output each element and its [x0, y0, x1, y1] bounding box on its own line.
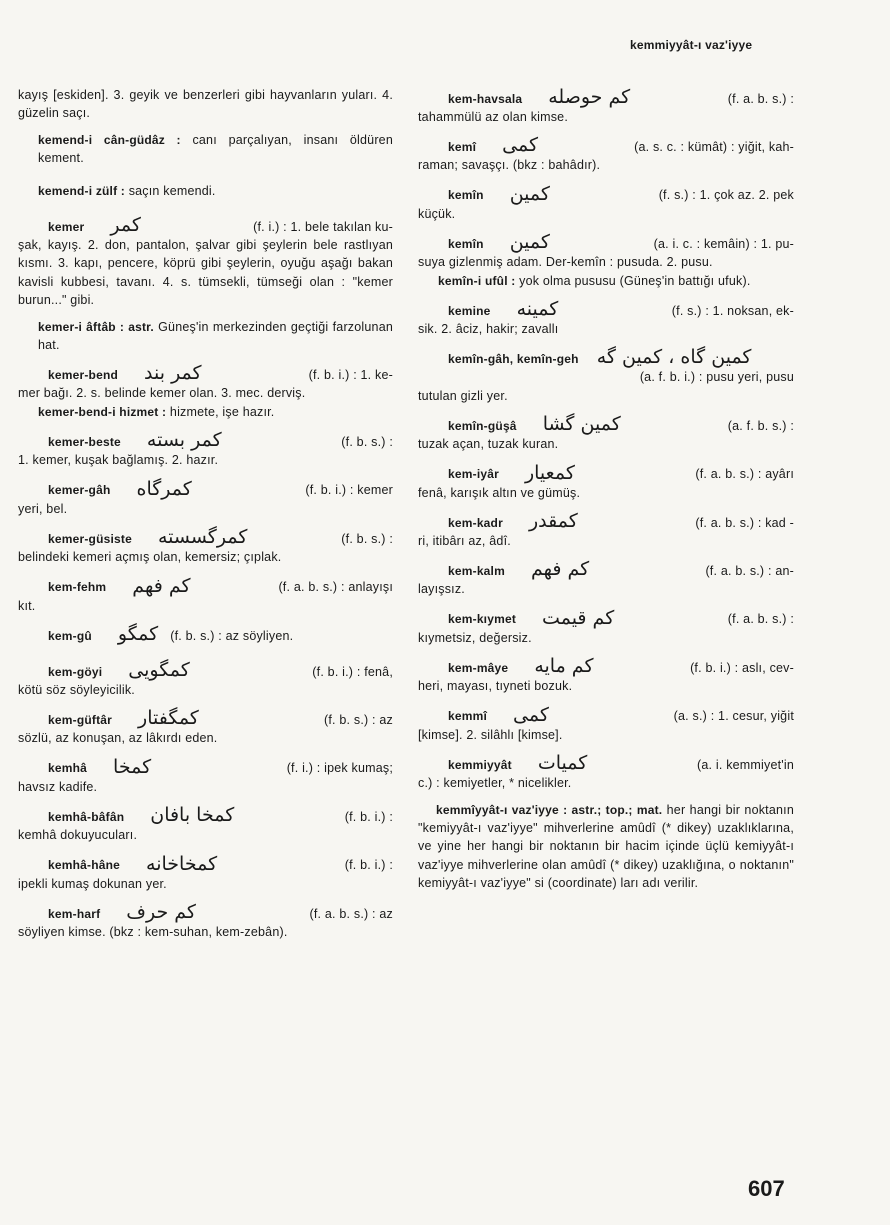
entry-kemend-i-can-gudaz	[18, 131, 393, 168]
definition: mer bağı. 2. s. belinde kemer olan. 3. mec. derviş.	[18, 386, 306, 401]
headword: kemine	[448, 303, 491, 318]
definition: küçük.	[418, 206, 456, 221]
definition: layışsız.	[418, 582, 465, 597]
entry-kem-kiymet	[418, 607, 794, 647]
headword: kemer	[48, 219, 85, 234]
definition: havsız kadife.	[18, 779, 98, 794]
arabic-script: كمر بند	[144, 362, 202, 385]
etymology: (f. i.) : ipek kumaş;	[286, 761, 393, 776]
etymology: (f. b. i.) : kemer	[305, 483, 393, 498]
definition: kötü söz söyleyicilik.	[18, 682, 135, 697]
arabic-script: كمقدر	[528, 510, 578, 533]
etymology: (f. a. b. s.) : anlayışı	[278, 580, 393, 595]
definition: canı parçalıyan, insanı öldüren kement.	[38, 132, 393, 166]
entry-kemmiyyat-i-vaziyye	[418, 801, 794, 893]
headword: kemer-güsiste	[48, 531, 132, 546]
etymology: (f. b. i.) : aslı, cev-	[690, 660, 794, 675]
entry-kemine	[418, 298, 794, 338]
entry-kem-maye	[418, 655, 794, 695]
entry-kemer-bend	[18, 362, 393, 402]
headword: kemend-i zülf :	[38, 183, 126, 198]
etymology: (f. b. i.) : fenâ,	[312, 664, 393, 679]
entry-kem-fehm	[18, 575, 393, 615]
etymology: (f. b. i.) :	[344, 858, 393, 873]
definition: kıymetsiz, değersiz.	[418, 630, 532, 645]
headword: kemer-bend	[48, 368, 119, 383]
definition: şak, kayış. 2. don, pantalon, şalvar gibi şeylerin bele rastlıyan kısmı. 3. kapı, pencere, köprü gibi şeylerin, oyuğu aşağı bakan kavisli kubbesi, tavanı. 4. s. tümsekli, tümseği olan : "kemer burun..." gibi.	[18, 238, 393, 308]
etymology: (f. b. s.) :	[341, 531, 393, 546]
entry-kemin-2	[418, 231, 794, 271]
entry-kem-kadr	[418, 510, 794, 550]
page-number: 607	[748, 1176, 785, 1201]
arabic-script: كمخا	[113, 755, 152, 778]
headword: kemmîyyât-ı vaz'iyye : astr.; top.; mat.	[436, 802, 663, 817]
entry-kemin-i-ufül	[418, 272, 794, 290]
arabic-script: كمعيار	[524, 461, 575, 484]
definition: ipekli kumaş dokunan yer.	[18, 876, 167, 891]
headword: kemer-gâh	[48, 483, 111, 498]
arabic-script: كمرگسسته	[157, 526, 248, 549]
arabic-script: كمين گاه ، كمين گه	[596, 346, 752, 369]
definition: tahammülü az olan kimse.	[418, 110, 569, 124]
definition: saçın kemendi.	[128, 183, 216, 198]
entry-kemmiyyat	[418, 752, 794, 792]
definition: heri, mayası, tıyneti bozuk.	[418, 679, 573, 694]
definition: raman; savaşçı. (bkz : bahâdır).	[418, 158, 601, 173]
definition: belindeki kemeri açmış olan, kemersiz; çıplak.	[18, 550, 282, 565]
entry-kem-kalm	[418, 558, 794, 598]
definition: fenâ, karışık altın ve gümüş.	[418, 485, 581, 500]
headword: kemîn	[448, 188, 484, 203]
etymology: (f. a. b. s.) : az	[309, 906, 393, 921]
definition: tutulan gizli yer.	[418, 388, 508, 403]
definition: yok olma pususu (Güneş'in battığı ufuk).	[519, 273, 751, 288]
arabic-script: كم قيمت	[542, 606, 615, 629]
arabic-script: كميات	[537, 752, 588, 775]
headword: kem-kıymet	[448, 612, 517, 627]
etymology: (a. s.) : 1. cesur, yiğit	[673, 709, 794, 724]
definition: her hangi bir noktanın "kemiyyât-ı vaz'iyye" mihverlerine amûdî (* dikey) uzaklıklarına, ve yine her hangi bir noktanın bir hacim içinde üçlü kemiyyât-ı vaz'iyye mihverlerine olan amûdî (* dikey) uzaklığına, o noktanın" kemiyyât-ı vaz'iyye" si (coordinate) ları adı verilir.	[418, 802, 794, 891]
arabic-script: كمر	[110, 214, 141, 237]
entry-kemha-bafan	[18, 804, 393, 844]
headword: kemmî	[448, 709, 488, 724]
entry-kemer-gah	[18, 478, 393, 518]
entry-kemha-hane	[18, 853, 393, 893]
entry-kemer-i-aftab	[18, 318, 393, 355]
headword: kemer-i âftâb : astr.	[38, 319, 154, 334]
arabic-script: كمين	[509, 182, 550, 205]
arabic-script: كم فهم	[132, 574, 191, 597]
definition: suya gizlenmiş adam. Der-kemîn : pusuda. 2. pusu.	[418, 255, 713, 270]
continuation-text: kayış [eskiden]. 3. geyik ve benzerleri gibi hayvanların yuları. 4. güzelin saçı.	[18, 88, 393, 121]
definition: hizmete, işe hazır.	[169, 404, 275, 419]
definition: sik. 2. âciz, hakir; zavallı	[418, 322, 559, 337]
headword: kemîn-güşâ	[448, 418, 517, 433]
definition: Güneş'in merkezinden geçtiği farzolunan hat.	[38, 319, 393, 353]
entry-kemend-i-zulf	[18, 182, 393, 200]
definition: c.) : kemiyetler, * nicelikler.	[418, 776, 572, 791]
arabic-script: كم حوصله	[548, 86, 631, 108]
headword: kem-güftâr	[48, 712, 113, 727]
definition: kemhâ dokuyucuları.	[18, 828, 138, 843]
arabic-script: كمين گشا	[542, 413, 621, 436]
entry-kem-harf	[18, 901, 393, 941]
etymology: (f. b. s.) : az	[324, 712, 393, 727]
etymology: (f. b. i.) :	[344, 809, 393, 824]
headword: kemîn-gâh, kemîn-geh	[448, 352, 579, 367]
headword: kem-gû	[48, 628, 92, 643]
etymology: (f. a. b. s.) :	[727, 91, 794, 106]
definition: [kimse]. 2. silâhlı [kimse].	[418, 727, 563, 742]
entry-kemmi	[418, 704, 794, 744]
etymology: (a. i. kemmiyet'in	[697, 757, 794, 772]
etymology: (a. f. b. i.) : pusu yeri, pusu	[639, 370, 794, 385]
headword: kem-kadr	[448, 515, 503, 530]
headword: kemer-bend-i hizmet :	[38, 404, 167, 419]
headword: kem-harf	[48, 906, 101, 921]
entry-kem-guftar	[18, 707, 393, 747]
arabic-script: كم فهم	[530, 558, 590, 581]
arabic-script: كمگو	[117, 622, 159, 645]
etymology: (f. a. b. s.) : ayârı	[695, 467, 794, 482]
etymology: (f. s.) : 1. çok az. 2. pek	[658, 188, 794, 203]
arabic-script: كمگفتار	[138, 707, 199, 730]
entry-kemer-gusiste	[18, 526, 393, 566]
etymology: (f. b. i.) : 1. ke-	[308, 368, 393, 383]
headword: kemend-i cân-güdâz :	[38, 132, 181, 147]
arabic-script: كمر بسته	[146, 429, 222, 452]
arabic-script: كمينه	[516, 298, 559, 321]
entry-kemin-gusa	[418, 413, 794, 453]
etymology: (a. i. c. : kemâin) : 1. pu-	[653, 236, 794, 251]
entry-kem-iyar	[418, 462, 794, 502]
etymology: (f. b. s.) : az söyliyen.	[170, 628, 294, 643]
etymology: (f. a. b. s.) :	[727, 612, 794, 627]
arabic-script: كمين	[509, 231, 550, 254]
etymology: (f. b. s.) :	[341, 434, 393, 449]
definition: kıt.	[18, 598, 36, 613]
definition: ri, itibârı az, âdî.	[418, 534, 511, 549]
entry-kem-goyi	[18, 659, 393, 699]
headword: kemmiyyât	[448, 757, 512, 772]
arabic-script: كمرگاه	[136, 477, 192, 500]
arabic-script: كمگويى	[128, 658, 190, 681]
running-head: kemmiyyât-ı vaz'iyye	[630, 38, 753, 52]
headword: kemhâ	[48, 761, 88, 776]
entry-kemin-1	[418, 183, 794, 223]
etymology: (a. s. c. : kümât) : yiğit, kah-	[634, 140, 794, 154]
entry-kemer-beste	[18, 429, 393, 469]
definition: 1. kemer, kuşak bağlamış. 2. hazır.	[18, 453, 219, 468]
headword: kemhâ-bâfân	[48, 809, 125, 824]
headword: kem-iyâr	[448, 467, 499, 482]
etymology: (f. s.) : 1. noksan, ek-	[671, 303, 794, 318]
entry-kemer-bend-i-hizmet	[18, 403, 393, 421]
definition: sözlü, az konuşan, az lâkırdı eden.	[18, 731, 218, 746]
entry-kem-havsala	[418, 86, 794, 126]
definition: tuzak açan, tuzak kuran.	[418, 437, 559, 452]
headword: kem-fehm	[48, 580, 107, 595]
entry-kemer	[18, 214, 393, 310]
arabic-script: كمخا بافان	[150, 804, 235, 827]
arabic-script: كمى	[502, 134, 539, 157]
definition: yeri, bel.	[18, 501, 68, 516]
etymology: (f. a. b. s.) : kad -	[695, 515, 794, 530]
arabic-script: كم حرف	[126, 900, 196, 923]
definition: söyliyen kimse. (bkz : kem-suhan, kem-zebân).	[18, 924, 288, 939]
entry-kemi	[418, 134, 794, 174]
arabic-script: كمى	[513, 703, 549, 726]
entry-kemin-gah	[418, 346, 794, 405]
headword: kem-mâye	[448, 660, 509, 675]
headword: kem-kalm	[448, 564, 505, 579]
etymology: (a. f. b. s.) :	[727, 418, 794, 433]
right-column	[418, 86, 794, 893]
etymology: (f. a. b. s.) : an-	[705, 564, 794, 579]
headword: kemer-beste	[48, 434, 121, 449]
headword: kemîn-i ufûl :	[438, 273, 516, 288]
arabic-script: كم مايه	[534, 655, 594, 678]
headword: kemhâ-hâne	[48, 858, 121, 873]
entry-kemha	[18, 756, 393, 796]
headword: kem-göyi	[48, 664, 103, 679]
headword: kemî	[448, 140, 477, 154]
left-column	[18, 86, 393, 941]
arabic-script: كمخاخانه	[146, 852, 218, 875]
headword: kem-havsala	[448, 91, 523, 106]
headword: kemîn	[448, 236, 484, 251]
entry-kem-gu	[18, 623, 393, 645]
etymology: (f. i.) : 1. bele takılan ku-	[253, 219, 393, 234]
